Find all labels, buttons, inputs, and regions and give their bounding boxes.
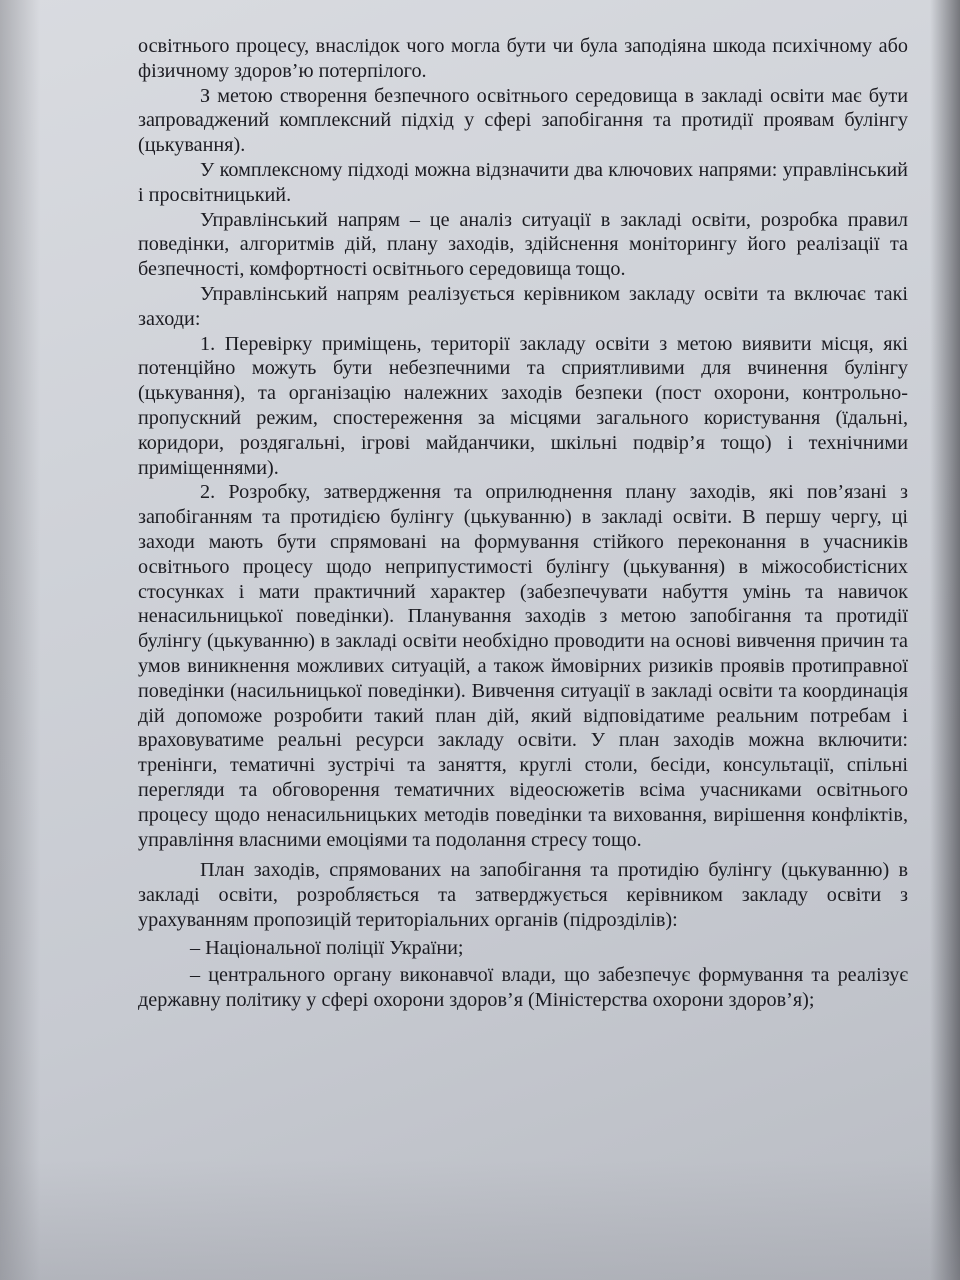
paragraph-safe-environment: З метою створення безпечного освітнього середовища в закладі освіти має бути запроваджений комплексний підхід у сфері запобігання та протидії проявам булінгу (цькування). [138,84,908,157]
document-body [138,34,908,1013]
paragraph-two-directions: У комплексному підході можна відзначити два ключових напрями: управлінський і просвітницький. [138,158,908,206]
page-shadow-bottom [0,1160,960,1280]
list-item-2: 2. Розробку, затвердження та оприлюднення плану заходів, які пов’язані з запобіганням та протидією булінгу (цькуванню) в закладі освіти. В першу чергу, ці заходи мають бути спрямовані на формування стійкого переконання в учасників освітнього процесу щодо неприпустимості булінгу (цькування) в міжособистісних стосунках і мати практичний характер (забезпечувати набуття умінь та навичок ненасильницької поведінки). Планування заходів з метою запобігання та протидії булінгу (цькуванню) в закладі освіти необхідно проводити на основі вивчення причин та умов виникнення можливих ситуацій, а також ймовірних ризиків проявів протиправної поведінки (насильницької поведінки). Вивчення ситуації в закладі освіти та координація дій допоможе розробити такий план дій, який відповідатиме реальним потребам і враховуватиме реальні ресурси закладу освіти. У план заходів можна включити: тренінги, тематичні зустрічі та заняття, круглі столи, бесіди, консультації, спільні перегляди та обговорення тематичних відеосюжетів всіма учасниками освітнього процесу щодо ненасильницьких методів поведінки та виховання, вирішення конфліктів, управління власними емоціями та подолання стресу тощо. [138,481,908,851]
paragraph-continuation: освітнього процесу, внаслідок чого могла бути чи була заподіяна шкода психічному або фізичному здоров’ю потерпілого. [138,35,908,82]
page-shadow-right [930,0,960,1280]
paragraph-management-measures: Управлінський напрям реалізується керівником закладу освіти та включає такі заходи: [138,282,908,330]
list-item-1: 1. Перевірку приміщень, території закладу освіти з метою виявити місця, які потенційно можуть бути небезпечними та сприятливими для вчинення булінгу (цькування), та організацію належних заходів безпеки (пост охорони, контрольно-пропускний режим, спостереження за місцями загального користування (їдальні, коридори, роздягальні, ігрові майданчики, шкільні подвір’я тощо) і технічними приміщеннями). [138,332,908,479]
dash-item-police: – Національної поліції України; [190,936,464,959]
paragraph-management-direction: Управлінський напрям – це аналіз ситуації в закладі освіти, розробка правил поведінки, алгоритмів дій, плану заходів, здійснення моніторингу його реалізації та безпечності, комфортності освітнього середовища тощо. [138,208,908,281]
paragraph-plan: План заходів, спрямованих на запобігання та протидію булінгу (цькуванню) в закладі освіти, розробляється та затверджується керівником закладу освіти з урахуванням пропозицій територіальних органів (підрозділів): [138,859,908,931]
page-shadow-left [0,0,40,1280]
dash-item-health-ministry: – центрального органу виконавчої влади, що забезпечує формування та реалізує державну політику у сфері охорони здоров’я (Міністерства охорони здоров’я); [138,964,908,1012]
